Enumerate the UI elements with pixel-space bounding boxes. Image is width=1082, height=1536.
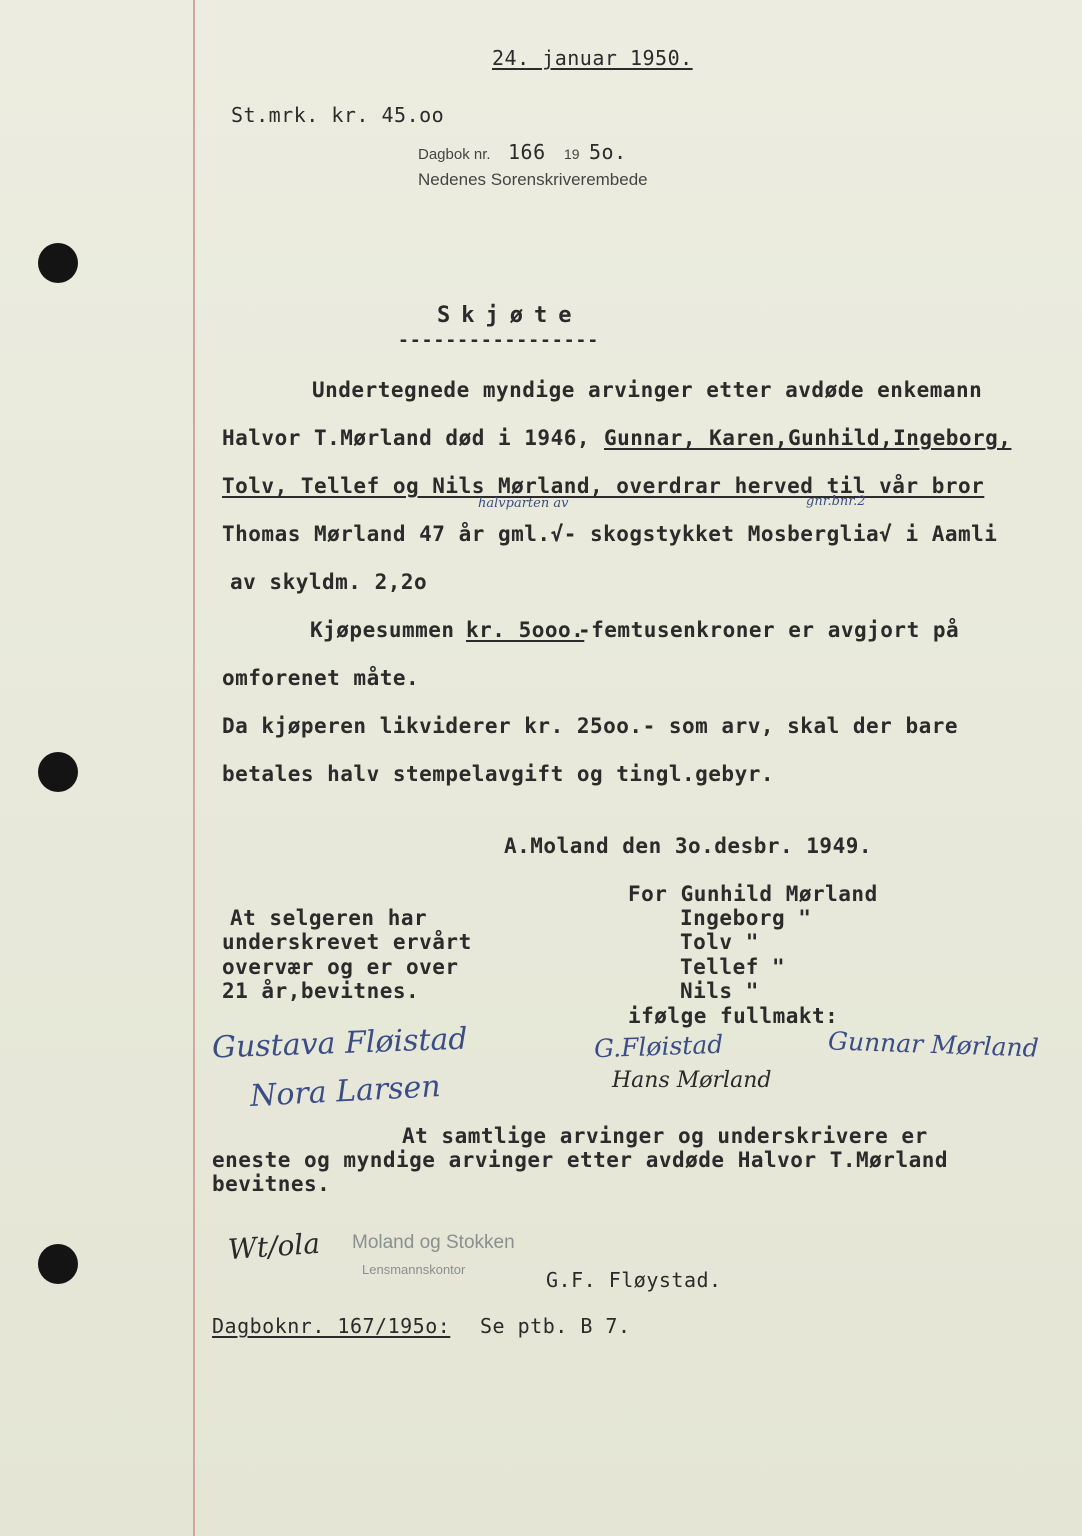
footer-reference: Dagboknr. 167/195o: (212, 1314, 451, 1338)
signatory-fullmakt: ifølge fullmakt: (628, 1004, 839, 1028)
body-line-underlined: Gunnar, Karen,Gunhild,Ingeborg, (604, 426, 1012, 450)
signatory-name: Nils " (680, 979, 759, 1003)
signatory-name: Ingeborg " (680, 906, 812, 930)
handwritten-insert: halvparten av (478, 496, 569, 511)
witness-line: 21 år,bevitnes. (222, 979, 420, 1003)
document-title: Skjøte (437, 303, 583, 328)
closing-signature: G.F. Fløystad. (546, 1268, 722, 1292)
seller-signature: Hans Mørland (612, 1068, 772, 1093)
seller-signature: G.Fløistad (593, 1029, 724, 1064)
office-stamp-text: Nedenes Sorenskriverembede (418, 170, 648, 189)
witness-line: underskrevet ervårt (222, 930, 472, 954)
body-line: Kjøpesummen (310, 618, 455, 642)
body-line: Undertegnede myndige arvinger etter avdøde enkemann (312, 378, 983, 402)
place-date: A.Moland den 3o.desbr. 1949. (504, 834, 873, 858)
witness-signature: Nora Larsen (249, 1069, 442, 1114)
signatory-for: For Gunhild Mørland (628, 882, 878, 906)
attestation-line: eneste og myndige arvinger etter avdøde Halvor T.Mørland (212, 1148, 949, 1172)
journal-number: 166 (508, 140, 546, 164)
stamp-duty: St.mrk. kr. 45.oo (231, 103, 445, 127)
office-stamp-subtitle: Lensmannskontor (362, 1262, 466, 1277)
purchase-sum: kr. 5ooo. (466, 618, 585, 642)
body-line: betales halv stempelavgift og tingl.gebyr. (222, 762, 775, 786)
body-line: omforenet måte. (222, 666, 420, 690)
header-date: 24. januar 1950. (492, 46, 693, 70)
attestation-line: bevitnes. (212, 1172, 331, 1196)
footer-note: Se ptb. B 7. (480, 1314, 631, 1338)
punch-hole (38, 752, 78, 792)
journal-label: Dagbok nr. (418, 146, 491, 163)
office-stamp-firm: Moland og Stokken (352, 1232, 515, 1253)
witness-line: At selgeren har (230, 906, 428, 930)
body-line: Da kjøperen likviderer kr. 25oo.- som arv, skal der bare (222, 714, 959, 738)
body-line: -femtusenkroner er avgjort på (578, 618, 960, 642)
witness-signature: Gustava Fløistad (211, 1021, 469, 1066)
journal-century: 19 (564, 146, 580, 162)
punch-hole (38, 1244, 78, 1284)
title-rule: ----------------- (398, 330, 600, 351)
seller-signature: Gunnar Mørland (827, 1026, 1040, 1063)
handwritten-insert: gnr.bnr.2 (806, 494, 866, 509)
journal-year: 5o. (589, 140, 627, 164)
body-line: Thomas Mørland 47 år gml.√- skogstykket Mosberglia√ i Aamli (222, 522, 998, 546)
signatory-name: Tellef " (680, 955, 786, 979)
attestation-line: At samtlige arvinger og underskrivere er (402, 1124, 928, 1148)
body-line: Halvor T.Mørland død i 1946, (222, 426, 591, 450)
punch-hole (38, 243, 78, 283)
signatory-name: Tolv " (680, 930, 759, 954)
body-line-underlined: Tolv, Tellef og Nils Mørland, overdrar herved til vår bror (222, 474, 985, 498)
body-line: av skyldm. 2,2o (230, 570, 428, 594)
initials: Wt/ola (226, 1226, 322, 1267)
margin-rule (193, 0, 195, 1536)
witness-line: overvær og er over (222, 955, 459, 979)
